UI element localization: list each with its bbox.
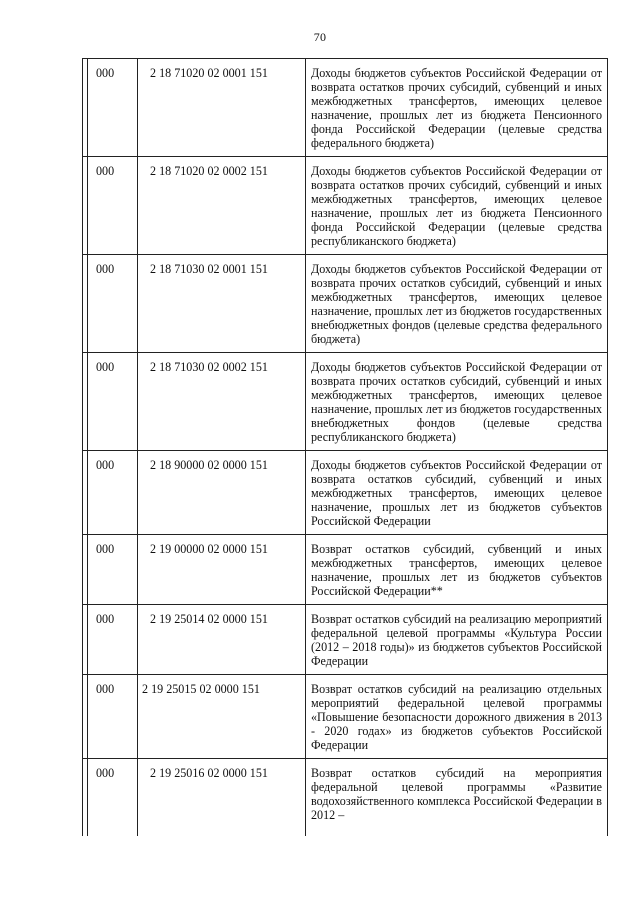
budget-code-cell: 2 18 71030 02 0001 151 xyxy=(138,255,306,353)
income-name-cell: Возврат остатков субсидий на мероприятия федеральной целевой программы «Развитие водохозяйственного комплекса Российской Федерации в 2012 – xyxy=(306,759,608,837)
admin-code-cell: 000 xyxy=(88,535,138,605)
admin-code-cell: 000 xyxy=(88,759,138,837)
table-row xyxy=(83,353,608,451)
admin-code-cell: 000 xyxy=(88,157,138,255)
admin-code-cell: 000 xyxy=(88,59,138,157)
budget-code-cell: 2 18 71020 02 0002 151 xyxy=(138,157,306,255)
page-number: 70 xyxy=(313,30,327,44)
table-row xyxy=(83,451,608,535)
income-name-cell: Доходы бюджетов субъектов Российской Федерации от возврата остатков субсидий, субвенций и иных межбюджетных трансфертов, имеющих целевое назначение, прошлых лет из бюджетов субъектов Российской Федерации xyxy=(306,451,608,535)
income-name-cell: Возврат остатков субсидий, субвенций и иных межбюджетных трансфертов, имеющих целевое назначение, прошлых лет из бюджетов субъектов Российской Федерации** xyxy=(306,535,608,605)
income-name-cell: Доходы бюджетов субъектов Российской Федерации от возврата прочих остатков субсидий, субвенций и иных межбюджетных трансфертов, имеющих целевое назначение, прошлых лет из бюджетов государственных внебюджетных фондов (целевые средства республиканского бюджета) xyxy=(306,353,608,451)
budget-code-cell: 2 18 71020 02 0001 151 xyxy=(138,59,306,157)
table-row xyxy=(83,675,608,759)
table-row xyxy=(83,59,608,157)
budget-code-cell: 2 19 25015 02 0000 151 xyxy=(138,675,306,759)
budget-code-cell: 2 18 90000 02 0000 151 xyxy=(138,451,306,535)
table-row xyxy=(83,605,608,675)
table-row xyxy=(83,759,608,837)
admin-code-cell: 000 xyxy=(88,605,138,675)
admin-code-cell: 000 xyxy=(88,255,138,353)
table-row xyxy=(83,255,608,353)
budget-code-cell: 2 19 00000 02 0000 151 xyxy=(138,535,306,605)
budget-code-cell: 2 19 25014 02 0000 151 xyxy=(138,605,306,675)
income-name-cell: Доходы бюджетов субъектов Российской Федерации от возврата остатков прочих субсидий, субвенций и иных межбюджетных трансфертов, имеющих целевое назначение, прошлых лет из бюджета Пенсионного фонда Российской Федерации (целевые средства республиканского бюджета) xyxy=(306,157,608,255)
income-name-cell: Доходы бюджетов субъектов Российской Федерации от возврата остатков прочих субсидий, субвенций и иных межбюджетных трансфертов, имеющих целевое назначение, прошлых лет из бюджета Пенсионного фонда Российской Федерации (целевые средства федерального бюджета) xyxy=(306,59,608,157)
admin-code-cell: 000 xyxy=(88,675,138,759)
table-row xyxy=(83,157,608,255)
income-name-cell: Возврат остатков субсидий на реализацию отдельных мероприятий федеральной целевой программы «Повышение безопасности дорожного движения в 2013 - 2020 годах» из бюджетов субъектов Российской Федерации xyxy=(306,675,608,759)
admin-code-cell: 000 xyxy=(88,353,138,451)
income-name-cell: Возврат остатков субсидий на реализацию мероприятий федеральной целевой программы «Культура России (2012 – 2018 годы)» из бюджетов субъектов Российской Федерации xyxy=(306,605,608,675)
budget-code-cell: 2 19 25016 02 0000 151 xyxy=(138,759,306,837)
budget-code-cell: 2 18 71030 02 0002 151 xyxy=(138,353,306,451)
income-name-cell: Доходы бюджетов субъектов Российской Федерации от возврата прочих остатков субсидий, субвенций и иных межбюджетных трансфертов, имеющих целевое назначение, прошлых лет из бюджетов государственных внебюджетных фондов (целевые средства федерального бюджета) xyxy=(306,255,608,353)
table-row xyxy=(83,535,608,605)
admin-code-cell: 000 xyxy=(88,451,138,535)
budget-classification-table xyxy=(82,58,608,836)
